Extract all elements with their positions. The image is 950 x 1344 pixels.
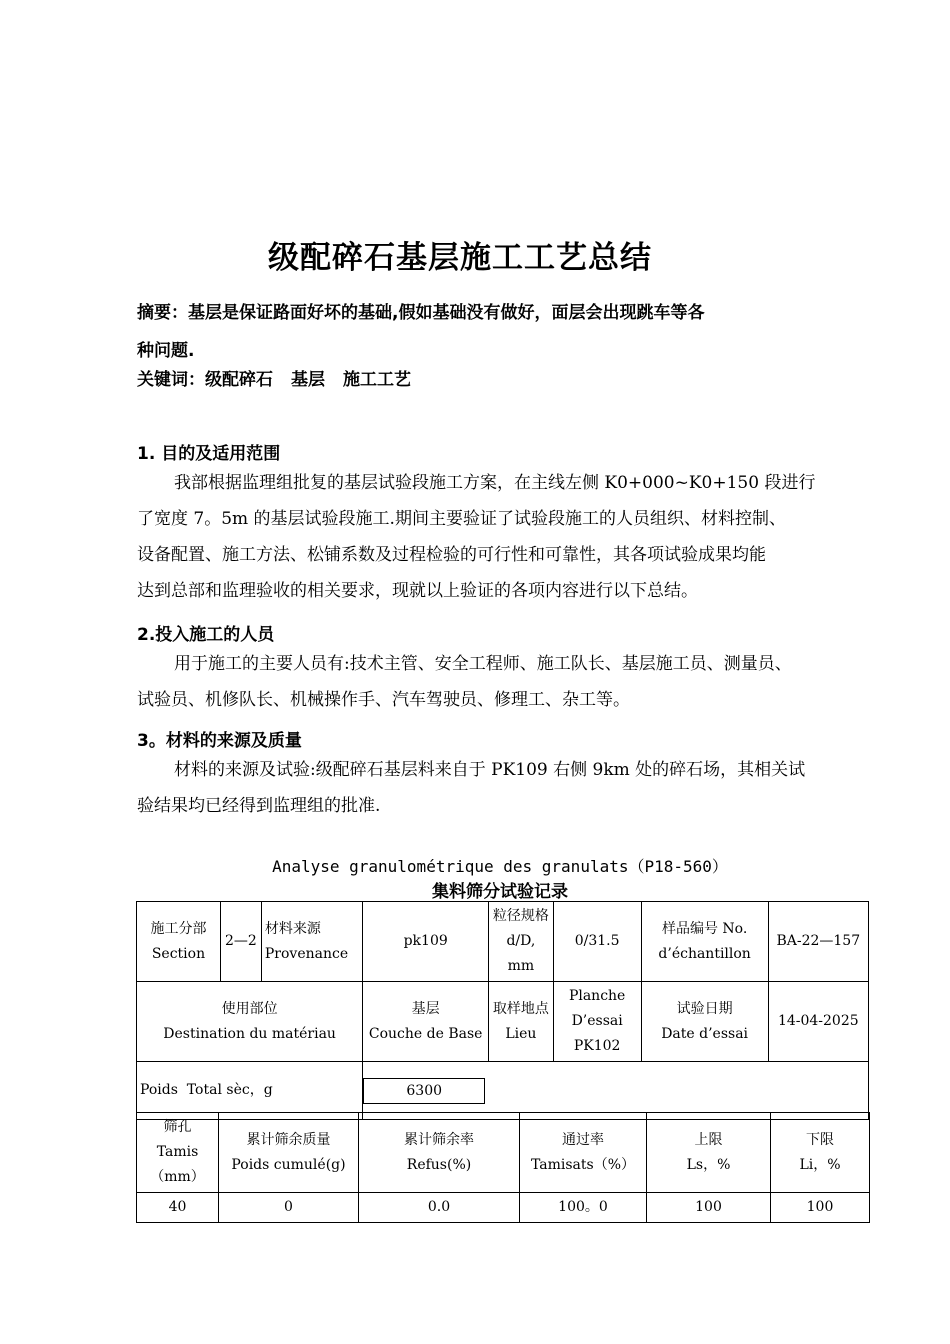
sample-label-cell — [641, 902, 768, 982]
destination-value-cn: 基层 — [411, 1000, 440, 1017]
table-row — [137, 1193, 870, 1223]
table-row — [137, 982, 869, 1062]
keyword-item: 级配碎石 — [205, 370, 273, 390]
place-value-cell: Planche D’essai PK102 — [553, 982, 641, 1062]
destination-label-cell — [137, 982, 363, 1062]
table-cell: 100。0 — [520, 1193, 647, 1223]
keywords — [137, 362, 429, 398]
date-value-cell: 14-04-2025 — [768, 982, 868, 1062]
section-heading-2: 2.投入施工的人员 — [137, 625, 275, 645]
total-weight-value: 6300 — [363, 1078, 485, 1104]
total-weight-label-cell — [137, 1062, 363, 1120]
total-weight-value-cell — [363, 1062, 869, 1120]
destination-value-fr: Couche de Base — [368, 1025, 483, 1042]
column-header: 通过率 Tamisats（%） — [520, 1113, 647, 1193]
table-title-french: Analyse granulométrique des granulats（P18-560） — [272, 857, 728, 876]
table-cell: 40 — [137, 1193, 219, 1223]
column-header: 累计筛余率 Refus(%) — [359, 1113, 520, 1193]
paragraph-line: 我部根据监理组批复的基层试验段施工方案，在主线左侧 K0+000~K0+150 段进行 — [174, 473, 816, 493]
column-header: 累计筛余质量 Poids cumulé(g) — [219, 1113, 359, 1193]
sample-value-cell: BA-22—157 — [768, 902, 868, 982]
section-body-1 — [137, 465, 872, 609]
sample-label-fr: d’échantillon — [658, 945, 751, 962]
place-label-cell: 取样地点 Lieu — [489, 982, 553, 1062]
section-body-3 — [137, 752, 872, 824]
section-body-2 — [137, 646, 872, 718]
document-title: 级配碎石基层施工工艺总结 — [268, 240, 652, 276]
date-label-cell — [641, 982, 768, 1062]
section-label-cn: 施工分部 — [150, 920, 207, 937]
destination-label-fr: Destination du matériau — [163, 1025, 336, 1042]
table-cell: 0.0 — [359, 1193, 520, 1223]
section-heading-1: 1. 目的及适用范围 — [137, 444, 281, 464]
table-row — [137, 902, 869, 982]
column-header: 下限 Li，% — [771, 1113, 870, 1193]
section-heading-3: 3。材料的来源及质量 — [137, 731, 302, 751]
section-label-fr: Section — [151, 945, 206, 962]
paragraph-line: 达到总部和监理验收的相关要求，现就以上验证的各项内容进行以下总结。 — [137, 581, 698, 601]
provenance-value-cell: pk109 — [363, 902, 489, 982]
destination-label-cn: 使用部位 — [221, 1000, 278, 1017]
table-cell: 100 — [771, 1193, 870, 1223]
table-cell: 0 — [219, 1193, 359, 1223]
paragraph-line: 用于施工的主要人员有:技术主管、安全工程师、施工队长、基层施工员、测量员、 — [174, 654, 792, 674]
provenance-label-fr: Provenance — [264, 945, 349, 962]
keyword-item: 基层 — [291, 370, 325, 390]
keyword-item: 施工工艺 — [343, 370, 411, 390]
paragraph-line: 验结果均已经得到监理组的批准. — [137, 796, 381, 816]
date-label-cn: 试验日期 — [676, 1000, 733, 1017]
sieve-analysis-table — [136, 901, 869, 1120]
table-header-row — [137, 1113, 870, 1193]
paragraph-line: 试验员、机修队长、机械操作手、汽车驾驶员、修理工、杂工等。 — [137, 690, 630, 710]
table-title-chinese: 集料筛分试验记录 — [432, 882, 568, 902]
size-label-cell: 粒径规格 d/D, mm — [489, 902, 553, 982]
abstract-line-2: 种问题. — [137, 341, 195, 361]
sample-label-cn: 样品编号 No. — [661, 920, 748, 937]
date-label-fr: Date d’essai — [661, 1025, 749, 1042]
sieve-results-table — [136, 1112, 870, 1223]
paragraph-line: 设备配置、施工方法、松铺系数及过程检验的可行性和可靠性，其各项试验成果均能 — [137, 545, 766, 565]
destination-value-cell — [363, 982, 489, 1062]
table-row — [137, 1062, 869, 1120]
provenance-label-cn: 材料来源 — [264, 920, 321, 937]
size-value-cell: 0/31.5 — [553, 902, 641, 982]
table-cell: 100 — [647, 1193, 771, 1223]
paragraph-line: 了宽度 7。5m 的基层试验段施工.期间主要验证了试验段施工的人员组织、材料控制、 — [137, 509, 786, 529]
keywords-label: 关键词： — [137, 370, 205, 390]
abstract — [137, 294, 797, 370]
section-label-cell — [137, 902, 221, 982]
column-header: 上限 Ls，% — [647, 1113, 771, 1193]
section-value-cell: 2—2 — [220, 902, 261, 982]
abstract-line-1: 摘要：基层是保证路面好坏的基础,假如基础没有做好，面层会出现跳车等各 — [137, 303, 705, 323]
column-header: 筛孔 Tamis（mm） — [137, 1113, 219, 1193]
paragraph-line: 材料的来源及试验:级配碎石基层料来自于 PK109 右侧 9km 处的碎石场，其相关试 — [174, 760, 806, 780]
provenance-label-cell — [261, 902, 362, 982]
total-weight-label: Poids Total sèc，g — [140, 1082, 273, 1098]
